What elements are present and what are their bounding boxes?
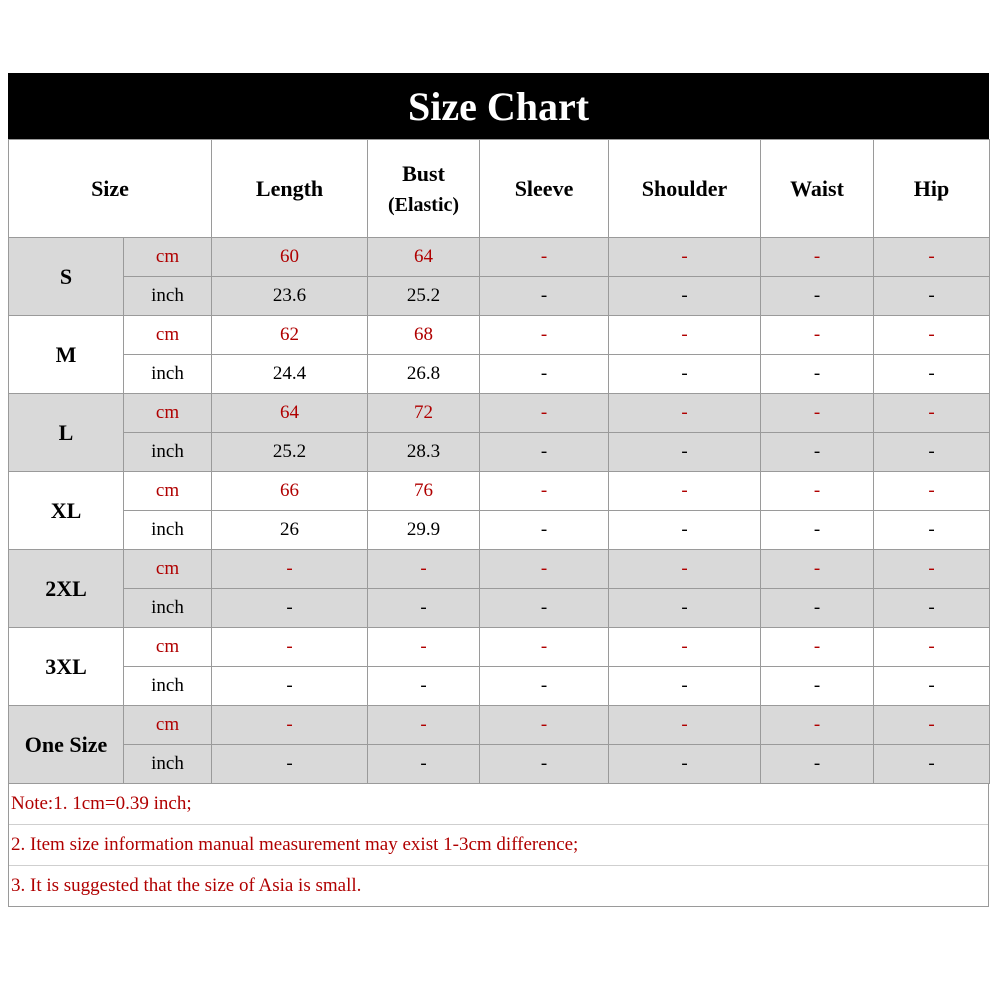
measure-cell: - bbox=[761, 394, 874, 433]
measure-cell: - bbox=[874, 550, 990, 589]
measure-cell: - bbox=[761, 472, 874, 511]
header-hip: Hip bbox=[874, 140, 990, 238]
size-table bbox=[8, 139, 990, 784]
chart-title: Size Chart bbox=[8, 73, 989, 139]
measure-cell: 66 bbox=[212, 472, 368, 511]
measure-cell: - bbox=[609, 589, 761, 628]
measure-cell: - bbox=[609, 628, 761, 667]
measure-cell: 72 bbox=[368, 394, 480, 433]
measure-cell: - bbox=[609, 433, 761, 472]
size-name: 2XL bbox=[9, 550, 124, 628]
measure-cell: - bbox=[368, 628, 480, 667]
unit-label: cm bbox=[124, 316, 212, 355]
header-row bbox=[9, 140, 990, 238]
measure-cell: - bbox=[874, 589, 990, 628]
measure-cell: 24.4 bbox=[212, 355, 368, 394]
header-bust-sub: (Elastic) bbox=[387, 194, 460, 216]
measure-cell: - bbox=[212, 589, 368, 628]
measure-cell: - bbox=[480, 472, 609, 511]
header-size: Size bbox=[9, 140, 212, 238]
measure-cell: 64 bbox=[368, 238, 480, 277]
measure-cell: - bbox=[212, 550, 368, 589]
measure-cell: - bbox=[212, 667, 368, 706]
measure-cell: - bbox=[480, 628, 609, 667]
measure-cell: - bbox=[874, 706, 990, 745]
measure-cell: - bbox=[609, 745, 761, 784]
size-table-body bbox=[9, 238, 990, 784]
measure-cell: - bbox=[480, 745, 609, 784]
size-row-cm bbox=[9, 550, 990, 589]
size-name: 3XL bbox=[9, 628, 124, 706]
measure-cell: 76 bbox=[368, 472, 480, 511]
header-waist: Waist bbox=[761, 140, 874, 238]
size-chart bbox=[8, 73, 989, 907]
size-name: One Size bbox=[9, 706, 124, 784]
measure-cell: - bbox=[480, 277, 609, 316]
measure-cell: - bbox=[368, 745, 480, 784]
size-row-inch bbox=[9, 355, 990, 394]
unit-label: cm bbox=[124, 628, 212, 667]
measure-cell: - bbox=[480, 511, 609, 550]
measure-cell: 60 bbox=[212, 238, 368, 277]
note-line: Note:1. 1cm=0.39 inch; bbox=[11, 793, 192, 814]
measure-cell: - bbox=[609, 511, 761, 550]
measure-cell: 23.6 bbox=[212, 277, 368, 316]
size-row-inch bbox=[9, 277, 990, 316]
unit-label: inch bbox=[124, 277, 212, 316]
header-shoulder: Shoulder bbox=[609, 140, 761, 238]
measure-cell: - bbox=[480, 355, 609, 394]
measure-cell: 26 bbox=[212, 511, 368, 550]
header-bust bbox=[368, 140, 480, 238]
measure-cell: - bbox=[874, 394, 990, 433]
measure-cell: - bbox=[368, 589, 480, 628]
size-name: XL bbox=[9, 472, 124, 550]
measure-cell: - bbox=[874, 667, 990, 706]
measure-cell: 26.8 bbox=[368, 355, 480, 394]
measure-cell: - bbox=[609, 706, 761, 745]
size-row-inch bbox=[9, 511, 990, 550]
measure-cell: - bbox=[609, 316, 761, 355]
measure-cell: - bbox=[609, 394, 761, 433]
measure-cell: - bbox=[761, 316, 874, 355]
measure-cell: - bbox=[874, 277, 990, 316]
measure-cell: 68 bbox=[368, 316, 480, 355]
measure-cell: - bbox=[874, 628, 990, 667]
size-name: L bbox=[9, 394, 124, 472]
unit-label: inch bbox=[124, 355, 212, 394]
unit-label: cm bbox=[124, 706, 212, 745]
measure-cell: 29.9 bbox=[368, 511, 480, 550]
measure-cell: - bbox=[874, 472, 990, 511]
measure-cell: - bbox=[480, 433, 609, 472]
size-row-cm bbox=[9, 472, 990, 511]
measure-cell: 28.3 bbox=[368, 433, 480, 472]
header-length: Length bbox=[212, 140, 368, 238]
measure-cell: - bbox=[761, 706, 874, 745]
size-row-inch bbox=[9, 667, 990, 706]
measure-cell: - bbox=[212, 706, 368, 745]
measure-cell: - bbox=[609, 550, 761, 589]
size-row-cm bbox=[9, 238, 990, 277]
measure-cell: - bbox=[368, 667, 480, 706]
size-row-cm bbox=[9, 394, 990, 433]
measure-cell: - bbox=[874, 745, 990, 784]
measure-cell: 62 bbox=[212, 316, 368, 355]
measure-cell: - bbox=[874, 433, 990, 472]
header-bust-label: Bust bbox=[402, 161, 445, 186]
unit-label: cm bbox=[124, 472, 212, 511]
unit-label: cm bbox=[124, 238, 212, 277]
measure-cell: 64 bbox=[212, 394, 368, 433]
measure-cell: - bbox=[761, 433, 874, 472]
size-name: S bbox=[9, 238, 124, 316]
measure-cell: - bbox=[609, 238, 761, 277]
measure-cell: - bbox=[212, 745, 368, 784]
measure-cell: 25.2 bbox=[368, 277, 480, 316]
note-line: 3. It is suggested that the size of Asia is small. bbox=[9, 865, 988, 906]
measure-cell: - bbox=[480, 394, 609, 433]
measure-cell: - bbox=[761, 511, 874, 550]
unit-label: cm bbox=[124, 550, 212, 589]
measure-cell: - bbox=[761, 589, 874, 628]
measure-cell: - bbox=[609, 355, 761, 394]
measure-cell: - bbox=[480, 550, 609, 589]
unit-label: inch bbox=[124, 511, 212, 550]
size-row-cm bbox=[9, 628, 990, 667]
measure-cell: - bbox=[480, 316, 609, 355]
header-sleeve: Sleeve bbox=[480, 140, 609, 238]
size-name: M bbox=[9, 316, 124, 394]
unit-label: inch bbox=[124, 433, 212, 472]
measure-cell: - bbox=[368, 550, 480, 589]
measure-cell: - bbox=[761, 550, 874, 589]
notes bbox=[8, 784, 989, 907]
measure-cell: - bbox=[480, 667, 609, 706]
measure-cell: - bbox=[874, 511, 990, 550]
measure-cell: - bbox=[609, 667, 761, 706]
size-row-cm bbox=[9, 706, 990, 745]
unit-label: cm bbox=[124, 394, 212, 433]
measure-cell: - bbox=[874, 316, 990, 355]
measure-cell: - bbox=[609, 277, 761, 316]
unit-label: inch bbox=[124, 667, 212, 706]
measure-cell: - bbox=[761, 745, 874, 784]
measure-cell: - bbox=[480, 589, 609, 628]
measure-cell: - bbox=[761, 628, 874, 667]
size-row-inch bbox=[9, 589, 990, 628]
measure-cell: - bbox=[212, 628, 368, 667]
measure-cell: 25.2 bbox=[212, 433, 368, 472]
measure-cell: - bbox=[874, 238, 990, 277]
measure-cell: - bbox=[609, 472, 761, 511]
measure-cell: - bbox=[368, 706, 480, 745]
measure-cell: - bbox=[761, 277, 874, 316]
note-line: 2. Item size information manual measurement may exist 1-3cm difference; bbox=[9, 824, 988, 865]
measure-cell: - bbox=[480, 238, 609, 277]
measure-cell: - bbox=[761, 667, 874, 706]
size-row-inch bbox=[9, 433, 990, 472]
unit-label: inch bbox=[124, 745, 212, 784]
measure-cell: - bbox=[480, 706, 609, 745]
measure-cell: - bbox=[761, 355, 874, 394]
size-row-inch bbox=[9, 745, 990, 784]
size-row-cm bbox=[9, 316, 990, 355]
unit-label: inch bbox=[124, 589, 212, 628]
measure-cell: - bbox=[761, 238, 874, 277]
measure-cell: - bbox=[874, 355, 990, 394]
